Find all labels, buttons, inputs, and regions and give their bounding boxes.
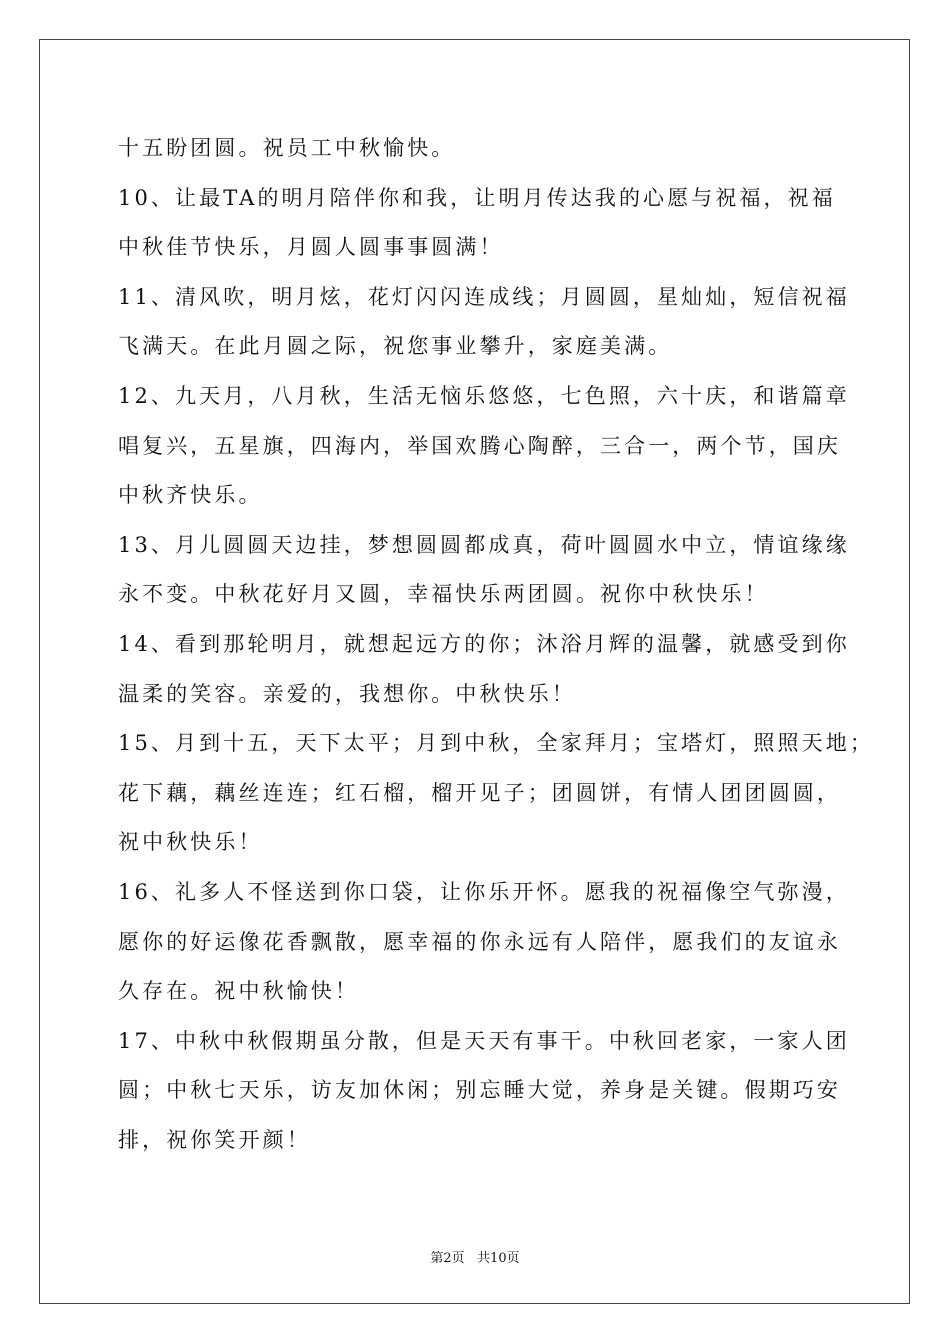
- text-line: 愿你的好运像花香飘散，愿幸福的你永远有人陪伴，愿我们的友谊永: [118, 929, 841, 954]
- text-line: 唱复兴，五星旗，四海内，举国欢腾心陶醉，三合一，两个节，国庆: [118, 433, 841, 458]
- text-line: 排，祝你笑开颜！: [118, 1127, 311, 1152]
- text-line: 16、礼多人不怪送到你口袋，让你乐开怀。愿我的祝福像空气弥漫，: [118, 879, 850, 904]
- text-line: 花下藕，藕丝连连；红石榴，榴开见子；团圆饼，有情人团团圆圆，: [118, 780, 841, 805]
- text-line: 温柔的笑容。亲爱的，我想你。中秋快乐！: [118, 681, 576, 706]
- text-line: 永不变。中秋花好月又圆，幸福快乐两团圆。祝你中秋快乐！: [118, 582, 769, 607]
- text-line: 17、中秋中秋假期虽分散，但是天天有事干。中秋回老家，一家人团: [118, 1028, 850, 1053]
- text-line: 久存在。祝中秋愉快！: [118, 979, 359, 1004]
- text-line: 12、九天月，八月秋，生活无恼乐悠悠，七色照，六十庆，和谐篇章: [118, 383, 850, 408]
- document-body: [118, 124, 874, 1165]
- page-footer: [0, 1247, 950, 1266]
- text-line: 十五盼团圆。祝员工中秋愉快。: [118, 136, 456, 160]
- text-line: 飞满天。在此月圆之际，祝您事业攀升，家庭美满。: [118, 334, 673, 359]
- text-line: 10、让最TA的明月陪伴你和我，让明月传达我的心愿与祝福，祝福: [118, 185, 836, 210]
- text-line: 中秋佳节快乐，月圆人圆事事圆满！: [118, 235, 504, 260]
- page-number: 第2页 共10页: [430, 1251, 520, 1266]
- text-line: 圆；中秋七天乐，访友加休闲；别忘睡大觉，养身是关键。假期巧安: [118, 1078, 841, 1103]
- text-line: 15、月到十五，天下太平；月到中秋，全家拜月；宝塔灯，照照天地；: [118, 731, 874, 756]
- text-line: 中秋齐快乐。: [118, 483, 263, 508]
- text-line: 14、看到那轮明月，就想起远方的你；沐浴月辉的温馨，就感受到你: [118, 631, 850, 656]
- text-line: 11、清风吹，明月炫，花灯闪闪连成线；月圆圆，星灿灿，短信祝福: [118, 284, 850, 309]
- text-line: 13、月儿圆圆天边挂，梦想圆圆都成真，荷叶圆圆水中立，情谊缘缘: [118, 532, 850, 557]
- text-line: 祝中秋快乐！: [118, 830, 263, 855]
